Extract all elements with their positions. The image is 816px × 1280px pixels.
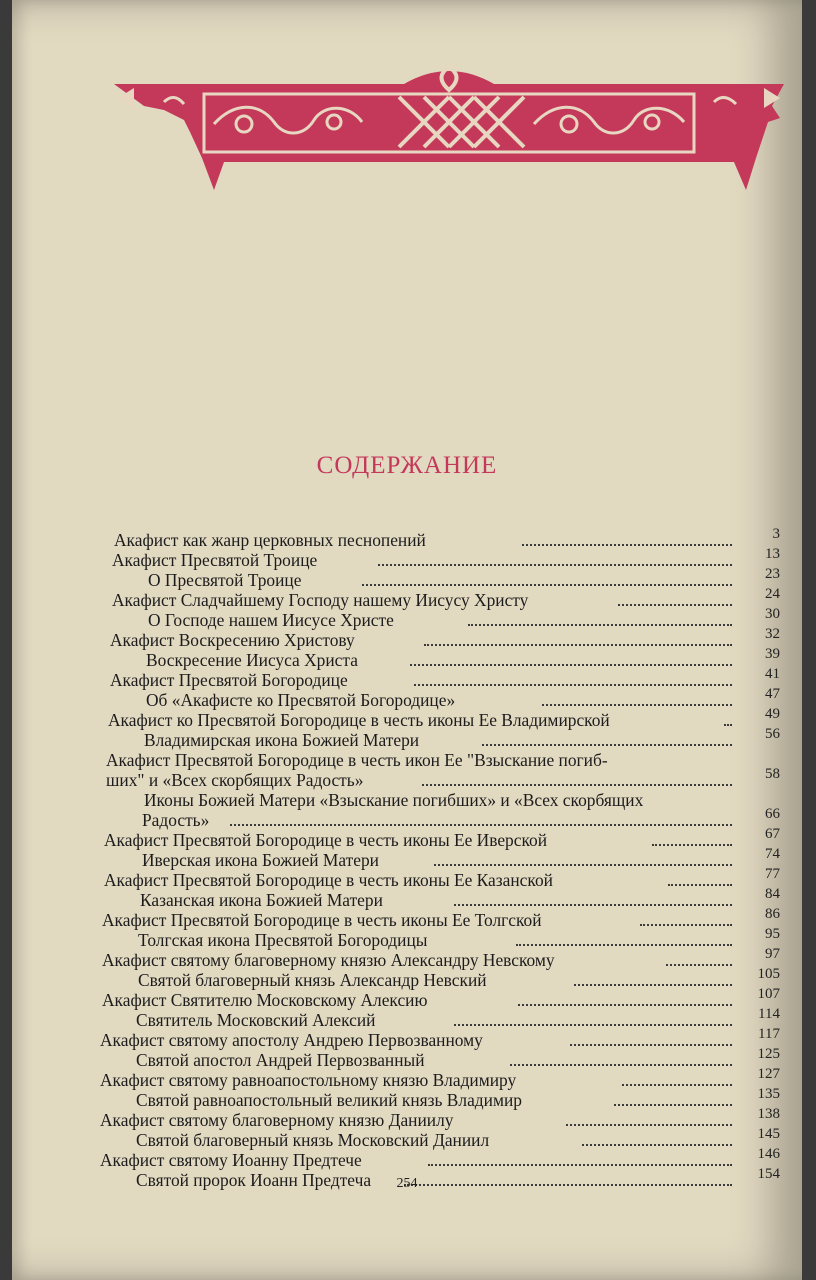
toc-entry-title: Акафист как жанр церковных песнопений [114, 530, 426, 550]
toc-entry-title: Об «Акафисте ко Пресвятой Богородице» [146, 690, 456, 710]
toc-entry-page: 67 [765, 826, 780, 842]
toc-entry-page: 138 [757, 1106, 780, 1122]
book-page [12, 0, 802, 1280]
toc-entry-title: Казанская икона Божией Матери [140, 890, 383, 910]
toc-entry-title: Святитель Московский Алексий [136, 1010, 376, 1030]
toc-entry-page: 30 [765, 606, 780, 622]
toc-entry-title: Акафист Пресвятой Богородице [110, 670, 348, 690]
toc-entry-page: 125 [757, 1046, 780, 1062]
toc-entry-page: 13 [765, 546, 780, 562]
toc-entry-title: Акафист Святителю Московскому Алексию [102, 990, 428, 1010]
toc-entry-title: Святой благоверный князь Московский Даниил [136, 1130, 490, 1150]
toc-entry-title: Акафист Пресвятой Богородице в честь иконы Ее Толгской [102, 910, 542, 930]
decorative-headpiece-ornament [104, 62, 794, 190]
toc-entry-page: 24 [765, 586, 780, 602]
toc-entry-page: 154 [757, 1166, 780, 1182]
toc-entry-title: О Пресвятой Троице [148, 570, 302, 590]
toc-entry-title: Акафист святому Иоанну Предтече [100, 1150, 362, 1170]
toc-entry-page: 39 [765, 646, 780, 662]
toc-entry-page: 105 [757, 966, 780, 982]
toc-entry-page: 3 [772, 526, 780, 542]
toc-entry-page: 56 [765, 726, 780, 742]
toc-entry-title: Святой благоверный князь Александр Невский [138, 970, 487, 990]
toc-entry-page: 86 [765, 906, 780, 922]
toc-entry-page: 66 [765, 806, 780, 822]
toc-entry-page: 95 [765, 926, 780, 942]
toc-entry-page: 74 [765, 846, 780, 862]
toc-entry-page: 127 [757, 1066, 780, 1082]
toc-entry-title: Акафист Сладчайшему Господу нашему Иисусу Христу [112, 590, 529, 610]
toc-entry-title: Акафист Пресвятой Богородице в честь иконы Ее Казанской [104, 870, 553, 890]
toc-entry-page: 58 [765, 766, 780, 782]
toc-entry-title: Святой апостол Андрей Первозванный [136, 1050, 425, 1070]
toc-entry-title: Иверская икона Божией Матери [142, 850, 379, 870]
toc-entry-page: 145 [757, 1126, 780, 1142]
toc-entry-page: 135 [757, 1086, 780, 1102]
toc-entry-page: 47 [765, 686, 780, 702]
toc-entry-page: 77 [765, 866, 780, 882]
toc-entry-title: Акафист святому равноапостольному князю Владимиру [100, 1070, 517, 1090]
toc-entry-title: Акафист ко Пресвятой Богородице в честь иконы Ее Владимирской [108, 710, 610, 730]
toc-entry-title: Акафист святому благоверному князю Даниилу [100, 1110, 454, 1130]
toc-entry-title: Иконы Божией Матери «Взыскание погибших» и «Всех скорбящих [144, 790, 644, 810]
toc-entry-page: 41 [765, 666, 780, 682]
toc-entry-title: О Господе нашем Иисусе Христе [148, 610, 394, 630]
toc-entry-page: 97 [765, 946, 780, 962]
toc-entry-title: Акафист Пресвятой Богородице в честь икон Ее "Взыскание погиб- [106, 750, 608, 770]
toc-entry-title: ших" и «Всех скорбящих Радость» [106, 770, 364, 790]
page-number: 254 [396, 1176, 418, 1191]
toc-entry-page: 84 [765, 886, 780, 902]
toc-entry-title: Акафист Воскресению Христову [110, 630, 355, 650]
toc-entry-title: Толгская икона Пресвятой Богородицы [138, 930, 428, 950]
toc-entry-title: Владимирская икона Божией Матери [144, 730, 420, 750]
toc-entry-page: 146 [757, 1146, 780, 1162]
toc-entry-title: Воскресение Иисуса Христа [146, 650, 358, 670]
toc-entry-title: Акафист Пресвятой Троице [112, 550, 318, 570]
toc-entry-page: 114 [758, 1006, 780, 1022]
toc-entry-title: Радость» [142, 810, 210, 830]
toc-entry-page: 32 [765, 626, 780, 642]
toc-entry-page: 117 [758, 1026, 780, 1042]
toc-entry-title: Святой пророк Иоанн Предтеча [136, 1170, 372, 1190]
toc-entry-title: Акафист святому апостолу Андрею Первозванному [100, 1030, 483, 1050]
toc-entry-title: Святой равноапостольный великий князь Владимир [136, 1090, 522, 1110]
toc-entry-page: 107 [757, 986, 780, 1002]
toc-entry-title: Акафист Пресвятой Богородице в честь иконы Ее Иверской [104, 830, 548, 850]
toc-entry-page: 23 [765, 566, 780, 582]
toc-entry-page: 49 [765, 706, 780, 722]
page-title: СОДЕРЖАНИЕ [316, 452, 498, 479]
toc-entry-title: Акафист святому благоверному князю Александру Невскому [102, 950, 555, 970]
